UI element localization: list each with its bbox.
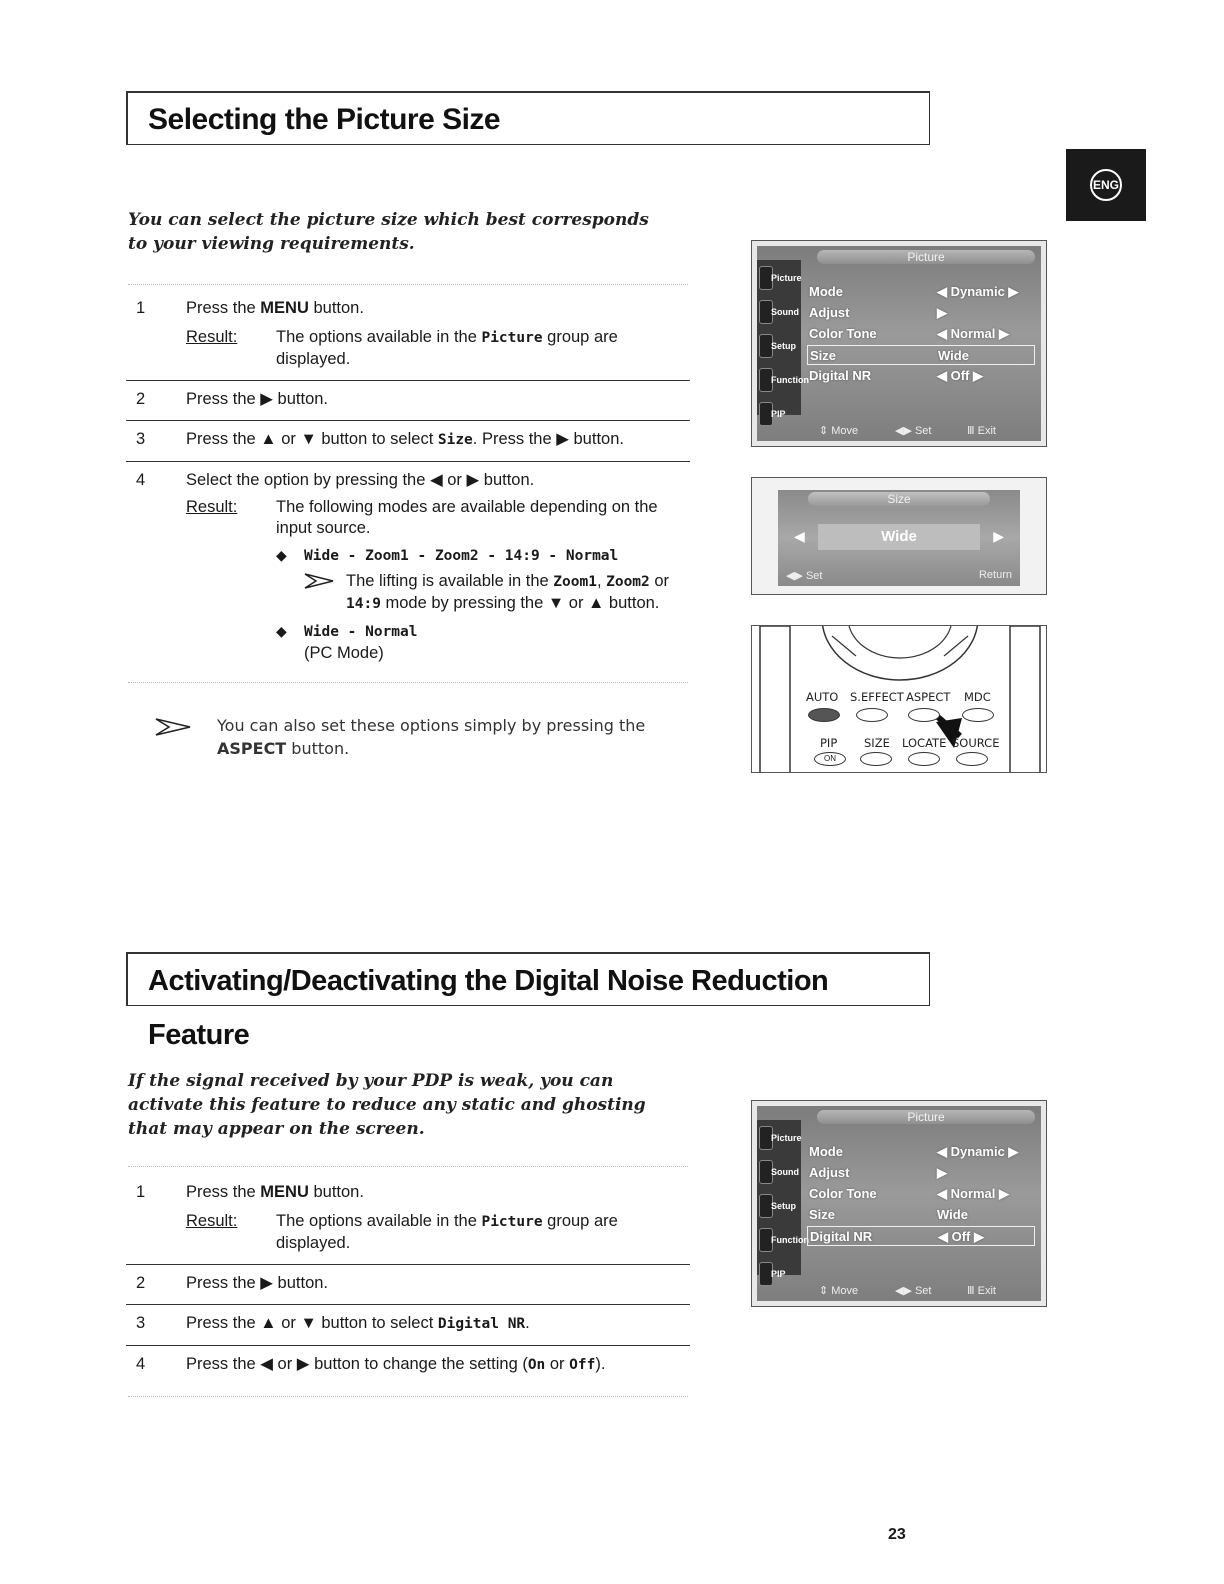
menu-keyword: MENU (260, 299, 309, 317)
steps-list (126, 1174, 690, 1386)
remote-label-size: SIZE (864, 736, 890, 750)
step-number: 1 (136, 1183, 146, 1201)
row-label: Mode (809, 1144, 843, 1159)
row-label: Size (809, 1207, 836, 1222)
size-osd-title: Size (808, 492, 990, 506)
steps-list (126, 290, 690, 674)
section-intro: If the signal received by your PDP is weak, you can activate this feature to reduce any static and ghosting that may appear on the screen. (128, 1071, 646, 1139)
section-title: Selecting the Picture Size (148, 103, 501, 136)
osd-row-mode (807, 1142, 1035, 1162)
osd-side-pip (759, 1260, 799, 1290)
footer-move: ⇕ Move (819, 425, 859, 437)
side-label: Picture (771, 273, 802, 283)
row-value: ◀ Normal ▶ (937, 1186, 1010, 1201)
osd-row-adjust (807, 1163, 1035, 1183)
step-text: Press the (186, 299, 261, 317)
code-term: Zoom1 (553, 574, 597, 590)
osd-footer (817, 1281, 1035, 1299)
language-tab (1066, 149, 1146, 221)
row-label: Color Tone (809, 1186, 877, 1201)
step-1 (126, 290, 690, 381)
osd-row-size (807, 1205, 1035, 1225)
osd-row-mode (807, 282, 1035, 302)
step-text: Press the (186, 1183, 261, 1201)
aspect-tip (155, 714, 675, 760)
row-value: Wide (937, 1207, 968, 1222)
left-arrow-icon: ◀ (794, 528, 805, 544)
row-label: Digital NR (809, 368, 872, 383)
code-term: 14:9 (346, 596, 381, 612)
remote-label-source: SOURCE (952, 736, 1000, 750)
row-value: ◀ Dynamic ▶ (937, 284, 1019, 299)
step-text: Press the ◀ or ▶ button to change the setting ( (186, 1355, 528, 1373)
code-term: Digital NR (437, 1316, 526, 1332)
right-arrow-icon: ▶ (993, 528, 1004, 544)
side-label: Sound (771, 307, 799, 317)
row-value: ◀ Off ▶ (938, 1229, 984, 1244)
auto-button[interactable] (808, 708, 840, 722)
step-text: button. (308, 1183, 364, 1201)
step-number: 3 (136, 430, 146, 448)
section-title: Activating/Deactivating the Digital Noise Reduction Feature (148, 965, 829, 1051)
diamond-icon: ◆ (276, 623, 287, 639)
locate-button[interactable] (908, 752, 940, 766)
step-text: Press the ▲ or ▼ button to select (186, 430, 438, 448)
step-text: Select the option by pressing the ◀ or ▶ button. (186, 471, 535, 489)
code-term: Zoom2 (606, 574, 650, 590)
step-text: . Press the ▶ button. (472, 430, 624, 448)
menu-keyword: MENU (260, 1183, 309, 1201)
mdc-button[interactable] (962, 708, 994, 722)
footer-return: Return (978, 569, 1012, 581)
footer-exit: Ⅲ Exit (967, 425, 996, 437)
step-2 (126, 381, 690, 421)
row-value: ◀ Normal ▶ (937, 326, 1010, 341)
result-text: group are displayed. (276, 328, 618, 368)
seffect-button[interactable] (856, 708, 888, 722)
step-number: 2 (136, 1274, 146, 1292)
step-4 (126, 1346, 690, 1386)
remote-label-locate: LOCATE (902, 736, 947, 750)
remote-label-aspect: ASPECT (906, 690, 951, 704)
aspect-button[interactable] (908, 708, 940, 722)
result-text: The options available in the (276, 1212, 482, 1230)
row-value: ◀ Off ▶ (937, 368, 983, 383)
side-label: Function (771, 375, 809, 385)
result-text: The following modes are available depending on the input source. (276, 498, 658, 537)
step-3 (126, 421, 690, 462)
step-2 (126, 1265, 690, 1305)
osd-row-adjust (807, 303, 1035, 323)
row-label: Color Tone (809, 326, 877, 341)
osd-title: Picture (817, 1110, 1035, 1124)
step-4 (126, 462, 690, 674)
tip-text: You can also set these options simply by pressing the (217, 716, 646, 735)
remote-label-mdc: MDC (964, 690, 991, 704)
row-label: Digital NR (810, 1229, 873, 1244)
osd-side-setup (759, 332, 799, 362)
note-text: , (596, 572, 607, 590)
divider (128, 682, 688, 683)
size-osd-value: Wide (818, 524, 980, 550)
osd-side-picture (759, 1124, 802, 1154)
section-title-box (126, 952, 930, 1051)
aspect-keyword: ASPECT (217, 739, 287, 758)
mode-bullet (276, 545, 690, 567)
step-text: . (525, 1314, 530, 1332)
tip-text: button. (286, 739, 350, 758)
side-label: PIP (771, 1269, 786, 1279)
section-title-box (126, 91, 930, 145)
osd-side-function (759, 366, 809, 396)
remote-label-pip: PIP (820, 736, 838, 750)
osd-side-sound (759, 298, 799, 328)
osd-row-digital-nr (807, 366, 1035, 386)
code-term: On (527, 1357, 546, 1373)
divider (128, 284, 688, 285)
step-number: 1 (136, 299, 146, 317)
row-value: ▶ (937, 1165, 947, 1180)
step-text: button. (308, 299, 364, 317)
remote-label-seffect: S.EFFECT (850, 690, 904, 704)
osd-row-color-tone (807, 1184, 1035, 1204)
note-text: or (649, 572, 670, 590)
pip-on-button[interactable]: ON (814, 752, 846, 766)
result-text: The options available in the (276, 328, 482, 346)
note-text: The lifting is available in the (346, 572, 554, 590)
step-text: or (545, 1355, 570, 1373)
tip-arrow-icon (155, 718, 191, 742)
step-text: ). (595, 1355, 606, 1373)
size-button[interactable] (860, 752, 892, 766)
pc-mode-bullet (276, 621, 690, 664)
source-button[interactable] (956, 752, 988, 766)
row-label: Adjust (809, 305, 850, 320)
digital-nr-menu-screenshot (751, 1100, 1047, 1307)
mode-list: Wide - Zoom1 - Zoom2 - 14:9 - Normal (304, 548, 619, 564)
picture-menu-screenshot (751, 240, 1047, 447)
osd-footer (817, 421, 1035, 439)
note-arrow-icon (304, 573, 334, 595)
step-1 (126, 1174, 690, 1265)
osd-row-digital-nr (807, 1226, 1035, 1246)
osd-row-color-tone (807, 324, 1035, 344)
osd-side-function (759, 1226, 809, 1256)
code-term: Off (569, 1357, 596, 1373)
side-label: Picture (771, 1133, 802, 1143)
code-term: Picture (481, 1214, 543, 1230)
section-intro: You can select the picture size which best corresponds to your viewing requirements. (128, 210, 649, 254)
osd-sidebar (757, 1120, 809, 1279)
row-value: Wide (938, 348, 969, 363)
mode-list: Wide - Normal (304, 624, 418, 640)
osd-side-sound (759, 1158, 799, 1188)
side-label: Setup (771, 341, 797, 351)
result-label: Result: (186, 328, 238, 346)
side-label: Setup (771, 1201, 797, 1211)
code-term: Size (437, 432, 473, 448)
eng-label: ENG (1090, 169, 1122, 201)
footer-set: ◀▶ Set (895, 425, 932, 437)
page-number: 23 (888, 1526, 906, 1543)
step-text: Press the ▶ button. (186, 1274, 329, 1292)
step-text: Press the ▶ button. (186, 390, 329, 408)
lifting-note (304, 571, 690, 615)
row-label: Mode (809, 284, 843, 299)
row-label: Size (810, 348, 837, 363)
footer-set: ◀▶ Set (895, 1285, 932, 1297)
osd-sidebar (757, 260, 809, 419)
divider (128, 1166, 688, 1167)
side-label: Sound (771, 1167, 799, 1177)
footer-move: ⇕ Move (819, 1285, 859, 1297)
code-term: Picture (481, 330, 543, 346)
row-value: ▶ (937, 305, 947, 320)
step-number: 4 (136, 1355, 146, 1373)
result-label: Result: (186, 1212, 238, 1230)
step-number: 2 (136, 390, 146, 408)
result-text: group are displayed. (276, 1212, 618, 1252)
osd-title: Picture (817, 250, 1035, 264)
side-label: Function (771, 1235, 809, 1245)
remote-control-illustration (751, 625, 1047, 773)
step-number: 3 (136, 1314, 146, 1332)
footer-exit: Ⅲ Exit (967, 1285, 996, 1297)
step-number: 4 (136, 471, 146, 489)
osd-side-picture (759, 264, 802, 294)
size-osd-footer (784, 568, 1014, 584)
divider (128, 1396, 688, 1397)
osd-row-size (807, 345, 1035, 365)
result-label: Result: (186, 498, 238, 516)
row-value: ◀ Dynamic ▶ (937, 1144, 1019, 1159)
note-text: mode by pressing the ▼ or ▲ button. (380, 594, 660, 612)
side-label: PIP (771, 409, 786, 419)
osd-side-setup (759, 1192, 799, 1222)
pc-mode-label: (PC Mode) (304, 644, 384, 662)
osd-side-pip (759, 400, 799, 430)
footer-set: ◀▶ Set (786, 570, 823, 582)
step-3 (126, 1305, 690, 1346)
step-text: Press the ▲ or ▼ button to select (186, 1314, 438, 1332)
size-menu-screenshot (751, 477, 1047, 595)
remote-label-auto: AUTO (806, 690, 839, 704)
row-label: Adjust (809, 1165, 850, 1180)
diamond-icon: ◆ (276, 547, 287, 563)
